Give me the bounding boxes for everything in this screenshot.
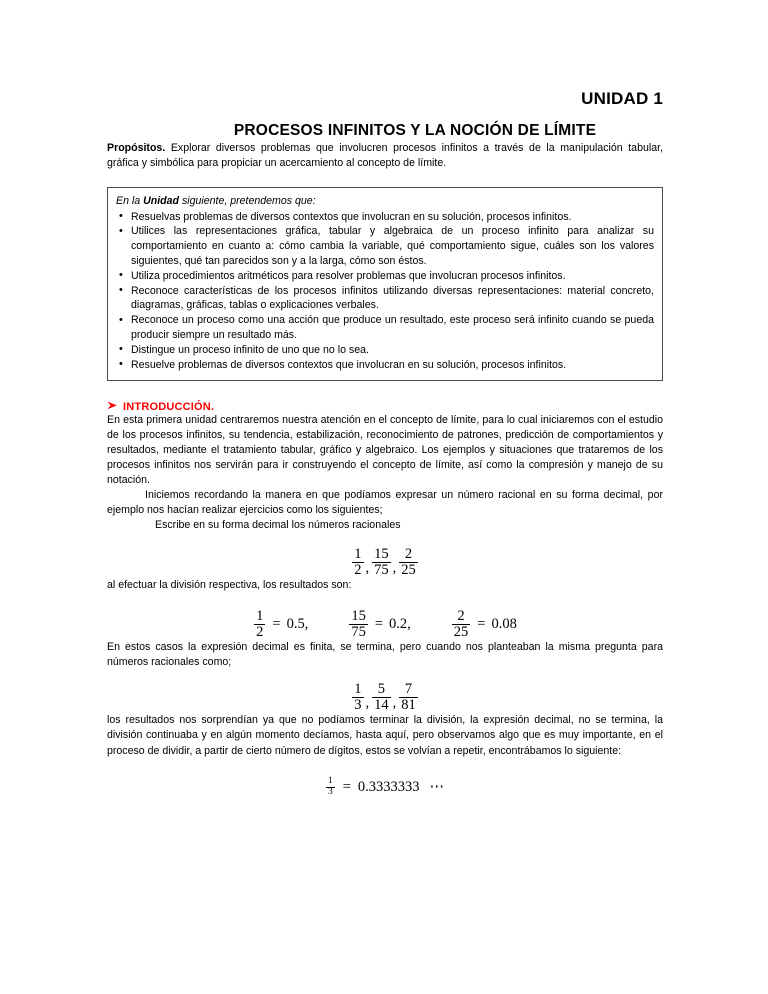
- escribe-instruction: Escribe en su forma decimal los números racionales: [155, 518, 401, 531]
- equation-repeating-row: [107, 777, 663, 798]
- fraction: [254, 609, 265, 640]
- list-item: • Resuelve problemas de diversos contextos que involucran en su solución, procesos infinitos.: [116, 358, 654, 373]
- fraction-numerator: 2: [457, 608, 465, 625]
- purpose-text: Explorar diversos problemas que involucren procesos infinitos a través de la manipulación tabular, gráfica y simbólica para propiciar un acercamiento al concepto de límite.: [107, 141, 663, 169]
- equals-sign: =: [342, 778, 351, 795]
- equation-value: 0.5,: [286, 616, 309, 633]
- fraction-denominator: 3: [354, 697, 362, 714]
- los-resultados-paragraph: los resultados nos sorprendían ya que no podíamos terminar la división, la expresión decimal, no se termina, la división continuaba y en algún momento decíamos, hasta aquí, pero observamos algo que es muy importante, en el proceso de dividir, a partir de cierto número de dígitos, estos se volvían a repetir, encontrábamos lo siguiente:: [107, 714, 663, 757]
- goals-box: [107, 187, 663, 381]
- goals-intro: [116, 194, 654, 209]
- list-item: • Utiliza procedimientos aritméticos para resolver problemas que involucran procesos infinitos.: [116, 269, 654, 284]
- page-subtitle: PROCESOS INFINITOS Y LA NOCIÓN DE LÍMITE: [233, 122, 597, 140]
- fraction-denominator: 75: [374, 561, 389, 578]
- fraction-numerator: 5: [377, 681, 385, 698]
- ellipsis: ⋯: [429, 778, 446, 795]
- fraction: [326, 777, 335, 798]
- fraction-numerator: 2: [404, 545, 413, 562]
- en-estos-casos-paragraph: En estos casos la expresión decimal es finita, se termina, pero cuando nos planteaban la misma pregunta para números racionales como;: [107, 641, 663, 669]
- fractions-infinite-row: [107, 682, 663, 713]
- list-item: • Utilices las representaciones gráfica, tabular y algebraica de un proceso infinito para analizar su comportamiento en cuanto a: cómo cambia la variable, qué comportamiento sigue, cuáles son los valores siguientes, qué tan parecidos son y a la larga, cómo son éstos.: [116, 224, 654, 268]
- fraction-numerator: 1: [354, 681, 362, 698]
- fraction-numerator: 15: [374, 545, 389, 562]
- fraction: [399, 682, 418, 713]
- fraction-denominator: 81: [401, 697, 416, 714]
- fraction-separator: ,: [392, 695, 397, 712]
- fraction-separator: ,: [365, 695, 370, 712]
- page-title: UNIDAD 1: [581, 89, 663, 108]
- page-content: [107, 0, 663, 797]
- fraction: [352, 682, 363, 713]
- fraction: [349, 609, 368, 640]
- fraction: [352, 547, 363, 578]
- fraction-denominator: 14: [374, 697, 389, 714]
- equals-sign: =: [374, 616, 384, 633]
- fraction-numerator: 1: [327, 775, 333, 786]
- equation-value: 0.08: [491, 616, 517, 633]
- equation-value: 0.2,: [389, 616, 411, 633]
- fraction-separator: ,: [392, 560, 397, 577]
- intro-paragraph: En esta primera unidad centraremos nuestra atención en el concepto de límite, para lo cual iniciaremos con el estudio de los procesos infinitos, su tendencia, estabilización, reconocimiento de patrones, predicción de comportamientos y resultados, mediante el tratamiento tabular, gráfico y algebraico. Los ejemplos y situaciones que trataremos de los procesos infinitos nos servirán para ir construyendo el concepto de límite, así como la compresión y manejo de su notación.: [107, 413, 663, 486]
- goals-list: [116, 210, 654, 373]
- list-item: • Reconoce un proceso como una acción que produce un resultado, este proceso será infinito cuando se pueda producir siempre un resultado más.: [116, 313, 654, 343]
- equation-value: 0.3333333: [357, 778, 420, 795]
- fraction-numerator: 15: [351, 608, 366, 625]
- fraction-numerator: 7: [404, 681, 413, 698]
- fraction-denominator: 75: [351, 624, 366, 641]
- equation: [253, 609, 308, 640]
- equation: [348, 609, 410, 640]
- fraction-denominator: 2: [256, 624, 264, 641]
- arrow-right-icon: [107, 399, 123, 410]
- fraction-separator: ,: [365, 560, 370, 577]
- fraction-denominator: 3: [327, 786, 333, 797]
- list-item: • Resuelvas problemas de diversos contextos que involucran en su solución, procesos infinitos.: [116, 210, 654, 225]
- equals-sign: =: [477, 616, 486, 633]
- goals-intro-after: siguiente, pretendemos que:: [179, 194, 316, 207]
- goals-intro-bold: Unidad: [143, 194, 179, 207]
- equals-sign: =: [272, 616, 281, 633]
- equation: [451, 609, 517, 640]
- purpose-paragraph: [107, 141, 663, 171]
- fractions-finite-row: [107, 547, 663, 578]
- goals-intro-before: En la: [116, 194, 144, 207]
- fraction-denominator: 2: [354, 561, 362, 578]
- fraction-denominator: 25: [401, 561, 416, 578]
- fraction: [372, 547, 391, 578]
- fraction-numerator: 1: [256, 608, 264, 625]
- fraction: [452, 609, 471, 640]
- list-item: • Reconoce características de los procesos infinitos utilizando diversas representaciones: material concreto, diagramas, gráficas, tablas o explicaciones verbales.: [116, 284, 654, 314]
- list-item: • Distingue un proceso infinito de uno que no lo sea.: [116, 343, 654, 358]
- section-heading: [107, 399, 663, 413]
- fraction-denominator: 25: [453, 624, 469, 641]
- iniciemos-paragraph: Iniciemos recordando la manera en que podíamos expresar un número racional en su forma decimal, por ejemplo nos hacían realizar ejercicios como los siguientes;: [107, 488, 663, 516]
- fraction-numerator: 1: [354, 545, 362, 562]
- al-efectuar-paragraph: al efectuar la división respectiva, los resultados son:: [107, 579, 352, 592]
- fraction: [372, 682, 391, 713]
- fraction: [399, 547, 418, 578]
- section-title: INTRODUCCIÓN.: [123, 400, 215, 413]
- purpose-lead: Propósitos.: [107, 141, 166, 154]
- equations-finite-row: [107, 609, 663, 640]
